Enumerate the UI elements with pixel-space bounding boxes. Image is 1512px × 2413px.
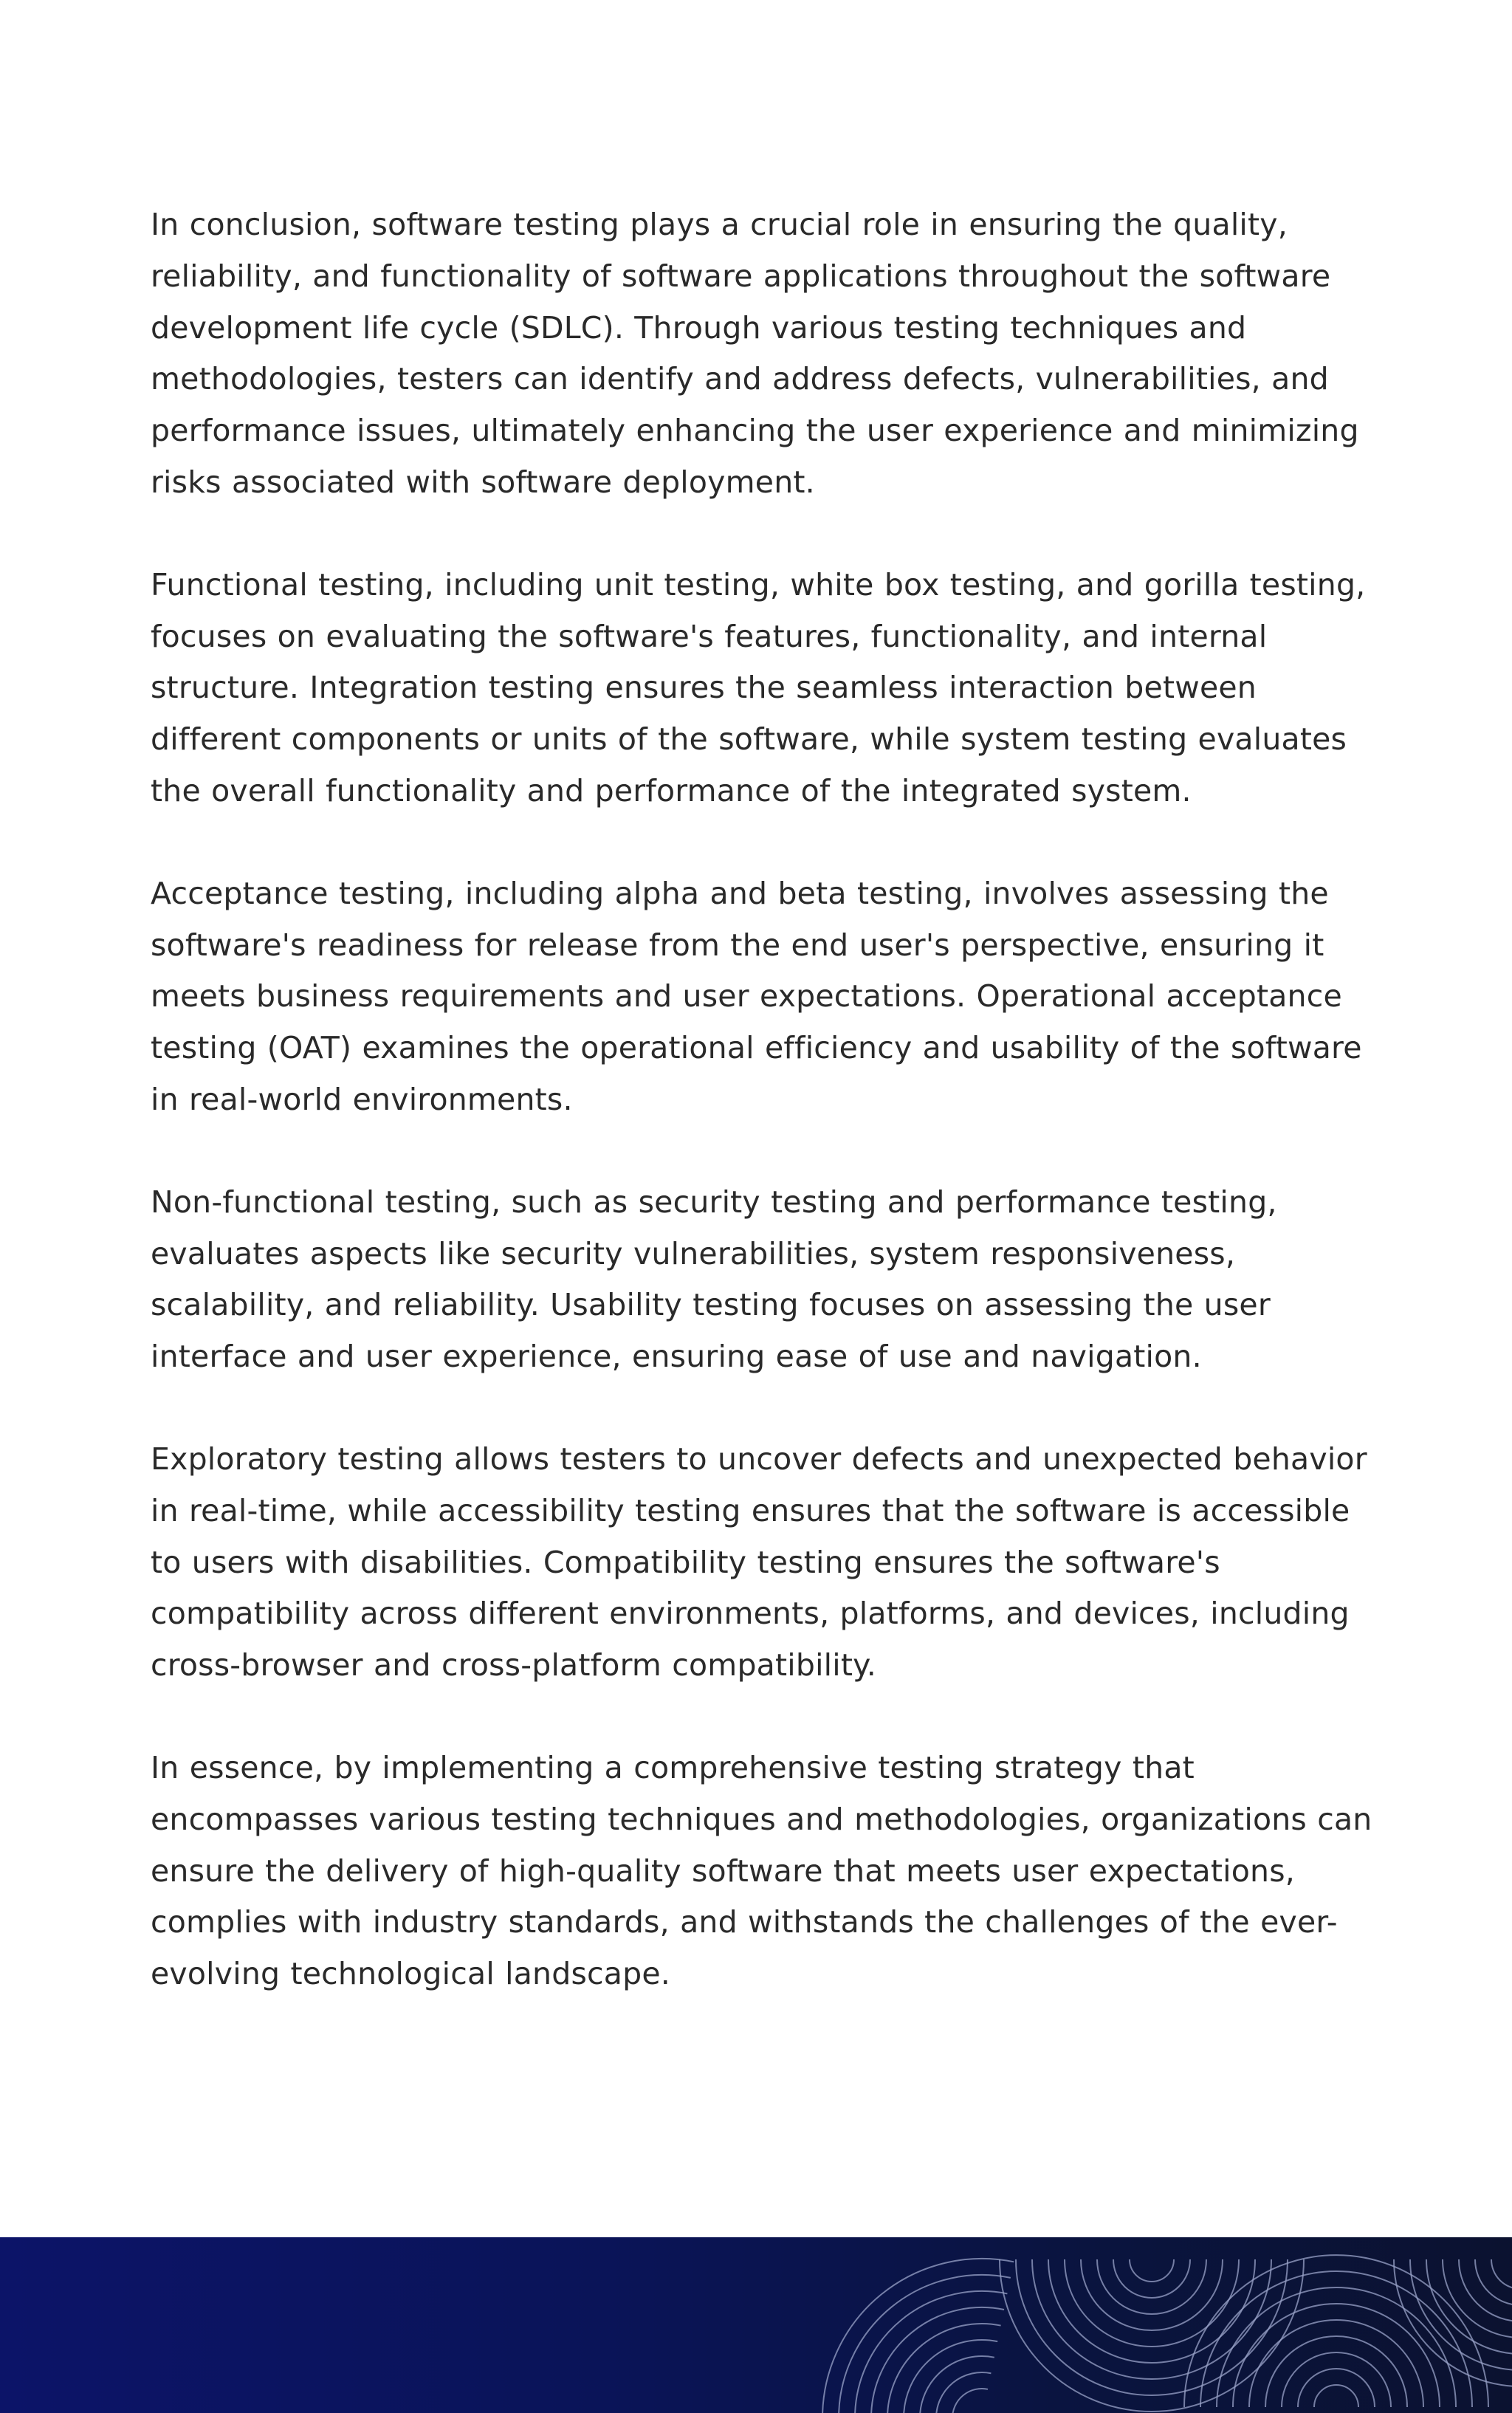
document-body xyxy=(151,199,1376,2051)
paragraph-exploratory-testing: Exploratory testing allows testers to uncover defects and unexpected behavior in real-time, while accessibility testing ensures that the software is accessible to users with disabilities. Compatibility testing ensures the software's compatibility across different environments, platforms, and devices, including cross-browser and cross-platform compatibility. xyxy=(151,1441,1367,1683)
paragraph-conclusion: In conclusion, software testing plays a crucial role in ensuring the quality, reliability, and functionality of software applications throughout the software development life cycle (SDLC). Through various testing techniques and methodologies, testers can identify and address defects, vulnerabilities, and performance issues, ultimately enhancing the user experience and minimizing risks associated with software deployment. xyxy=(151,207,1359,500)
paragraph-functional-testing: Functional testing, including unit testing, white box testing, and gorilla testing, focuses on evaluating the software's features, functionality, and internal structure. Integration testing ensures the seamless interaction between different components or units of the software, while system testing evaluates the overall functionality and performance of the integrated system. xyxy=(151,566,1366,809)
paragraph-in-essence: In essence, by implementing a comprehensive testing strategy that encompasses various testing techniques and methodologies, organizations can ensure the delivery of high-quality software that meets user expectations, complies with industry standards, and withstands the challenges of the ever-evolving technological landscape. xyxy=(151,1749,1372,1992)
paragraph-acceptance-testing: Acceptance testing, including alpha and beta testing, involves assessing the software's readiness for release from the end user's perspective, ensuring it meets business requirements and user expectations. Operational acceptance testing (OAT) examines the operational efficiency and usability of the software in real-world environments. xyxy=(151,875,1362,1117)
footer-band xyxy=(0,2237,1512,2413)
paragraph-non-functional-testing: Non-functional testing, such as security testing and performance testing, evaluates aspects like security vulnerabilities, system responsiveness, scalability, and reliability. Usability testing focuses on assessing the user interface and user experience, ensuring ease of use and navigation. xyxy=(151,1184,1277,1375)
concentric-arcs-pattern-icon xyxy=(0,2237,1512,2413)
